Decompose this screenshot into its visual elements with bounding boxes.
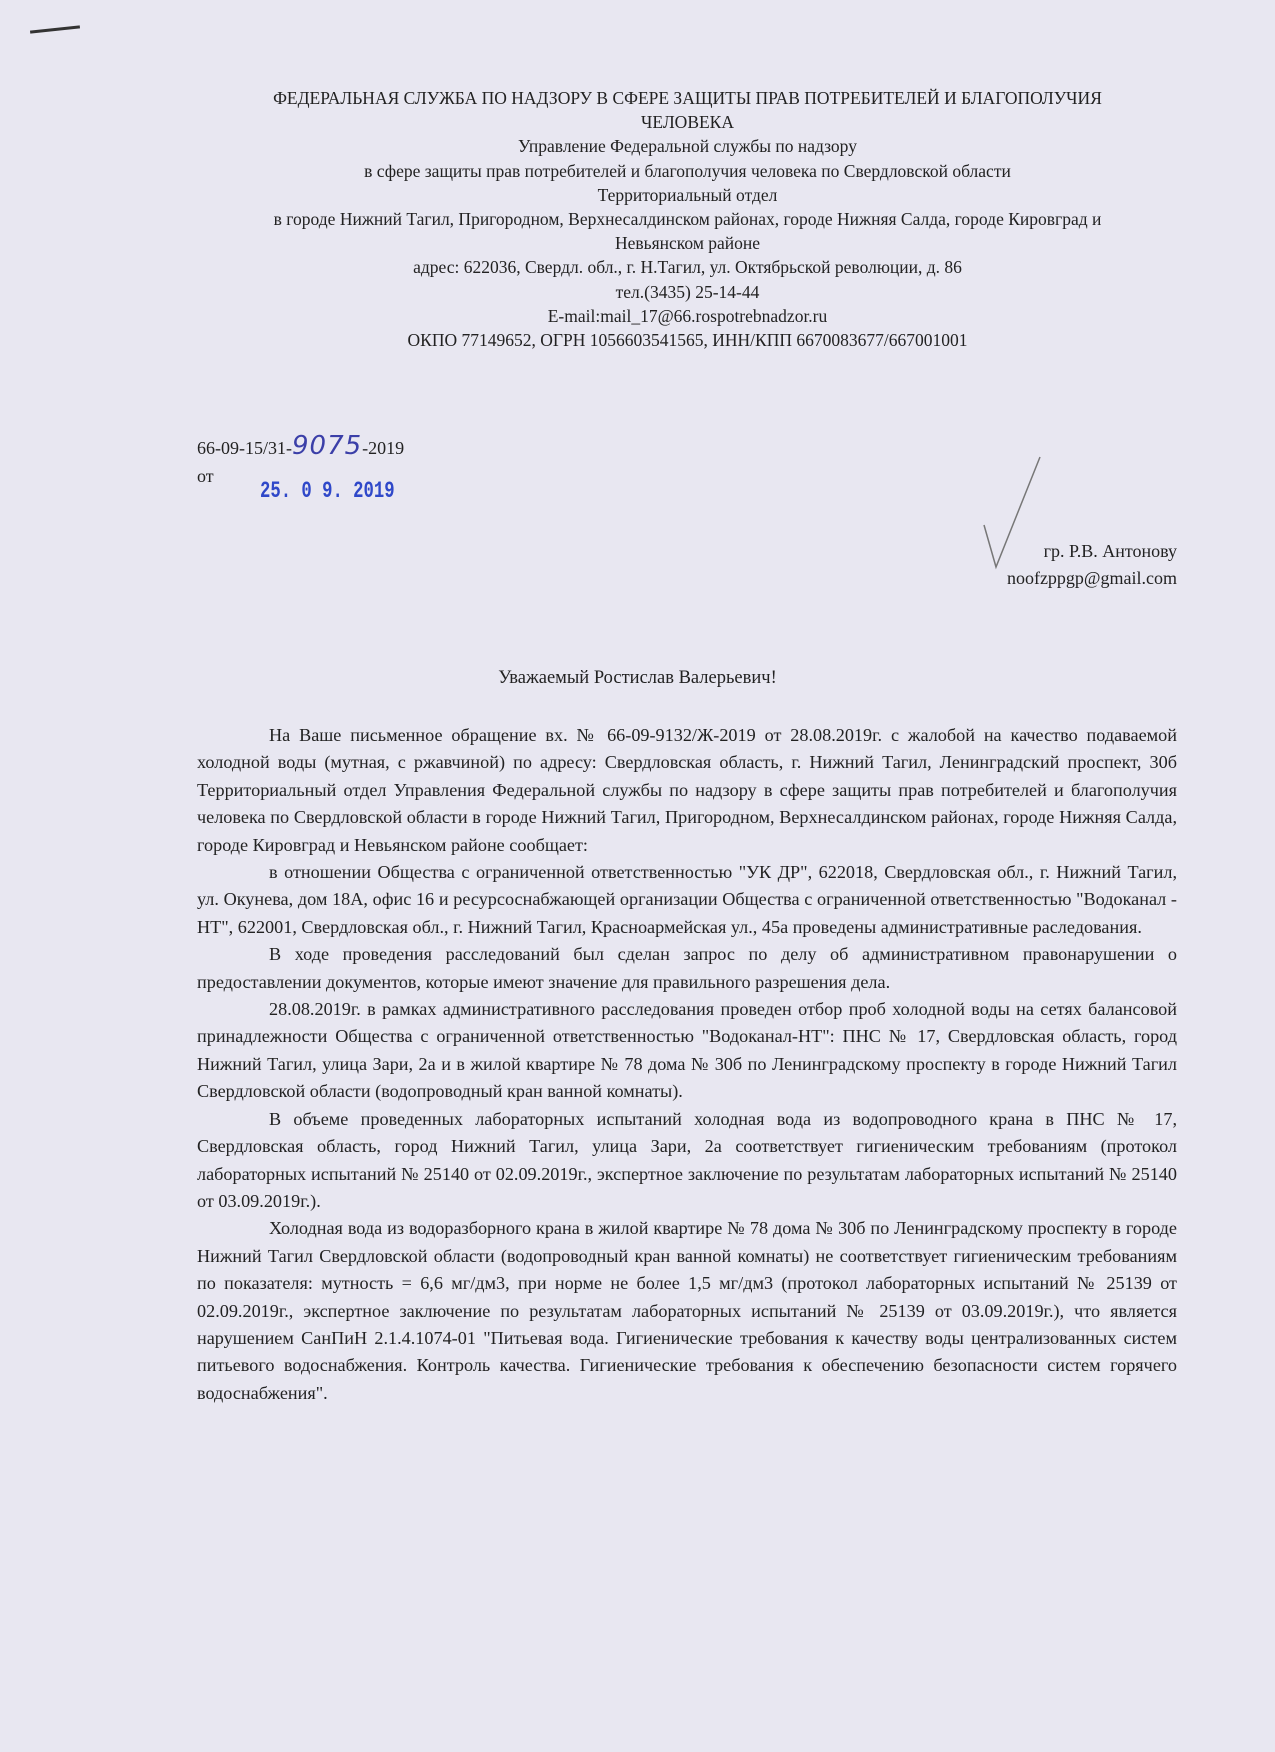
paragraph: в отношении Общества с ограниченной ответственностью "УК ДР", 622018, Свердловская обл., г. Нижний Тагил, ул. Окунева, дом 18А, офис 16 и ресурсоснабжающей организации Общества с ограниченной ответственностью "Водоканал - НТ", 622001, Свердловская обл., г. Нижний Тагил, Красноармейская ул., 45а проведены административные раследования. [197, 862, 1177, 937]
department-line: Управление Федеральной службы по надзору [518, 136, 857, 157]
scan-mark [30, 25, 80, 33]
address-line: адрес: 622036, Свердл. обл., г. Н.Тагил, ул. Октябрьской революции, д. 86 [413, 257, 962, 278]
date-stamp: 25. 0 9. 2019 [260, 478, 395, 504]
registration-codes: ОКПО 77149652, ОГРН 1056603541565, ИНН/КПП 6670083677/667001001 [407, 330, 968, 351]
paragraph: На Ваше письменное обращение вх. № 66-09-9132/Ж-2019 от 28.08.2019г. с жалобой на качество подаваемой холодной воды (мутная, с ржавчиной) по адресу: Свердловская область, г. Нижний Тагил, Ленинградский проспект, 30б Территориальный отдел Управления Федеральной службы по надзору в сфере защиты прав потребителей и благополучия человека по Свердловской области в городе Нижний Тагил, Пригородном, Верхнесалдинском районах, городе Нижняя Салда, городе Кировград и Невьянском районе сообщает: [197, 725, 1177, 855]
paragraph: 28.08.2019г. в рамках административного расследования проведен отбор проб холодной воды на сетях балансовой принадлежности Общества с ограниченной ответственностью "Водоканал-НТ": ПНС № 17, Свердловская область, город Нижний Тагил, улица Зари, 2а и в жилой квартире № 78 дома № 30б по Ленинградскому проспекту в городе Нижний Тагил Свердловской области (водопроводный кран ванной комнаты). [197, 999, 1177, 1102]
letterhead [190, 86, 1185, 352]
paragraph: В ходе проведения расследований был сделан запрос по делу об административном правонарушении о предоставлении документов, которые имеют значение для правильного разрешения дела. [197, 944, 1177, 992]
department-line: в сфере защиты прав потребителей и благополучия человека по Свердловской области [364, 160, 1011, 181]
salutation: Уважаемый Ростислав Валерьевич! [498, 668, 777, 688]
reference-number: 66-09-15/31-9075-2019 [197, 431, 405, 461]
agency-title: ФЕДЕРАЛЬНАЯ СЛУЖБА ПО НАДЗОРУ В СФЕРЕ ЗАЩИТЫ ПРАВ ПОТРЕБИТЕЛЕЙ И БЛАГОПОЛУЧИЯ [273, 88, 1102, 108]
addressee-name: гр. Р.В. Антонову [1043, 541, 1177, 561]
paragraph: Холодная вода из водоразборного крана в жилой квартире № 78 дома № 30б по Ленинградскому проспекту в городе Нижний Тагил Свердловской области (водопроводный кран ванной комнаты) не соответствует гигиеническим требованиям по показателя: мутность = 6,6 мг/дм3, при норме не более 1,5 мг/дм3 (протокол лабораторных испытаний № 25139 от 02.09.2019г., экспертное заключение по результатам лабораторных испытаний № 25139 от 03.09.2019г.), что является нарушением СанПиН 2.1.4.1074-01 "Питьевая вода. Гигиенические требования к качеству воды централизованных систем питьевого водоснабжения. Контроль качества. Гигиенические требования к обеспечению безопасности систем горячего водоснабжения". [197, 1218, 1177, 1403]
addressee-email: noofzppgp@gmail.com [1006, 568, 1177, 588]
office-line: в городе Нижний Тагил, Пригородном, Верхнесалдинском районах, городе Нижняя Салда, городе Кировград и [273, 209, 1102, 230]
paragraph: В объеме проведенных лабораторных испытаний холодная вода из водопроводного крана в ПНС № 17, Свердловская область, город Нижний Тагил, улица Зари, 2а соответствует гигиеническим требованиям (протокол лабораторных испытаний № 25140 от 02.09.2019г., экспертное заключение по результатам лабораторных испытаний № 25140 от 03.09.2019г.). [197, 1108, 1177, 1211]
office-line: Невьянском районе [614, 233, 761, 254]
handwritten-number: 9075 [291, 431, 363, 461]
office-line: Территориальный отдел [597, 184, 778, 205]
addressee-block [1007, 538, 1177, 592]
email-line: E-mail:mail_17@66.rospotrebnadzor.ru [547, 305, 828, 326]
from-label: от [197, 466, 214, 486]
letter-body [197, 722, 1177, 1407]
phone-line: тел.(3435) 25-14-44 [615, 281, 760, 302]
agency-title-cont: ЧЕЛОВЕКА [640, 112, 734, 133]
